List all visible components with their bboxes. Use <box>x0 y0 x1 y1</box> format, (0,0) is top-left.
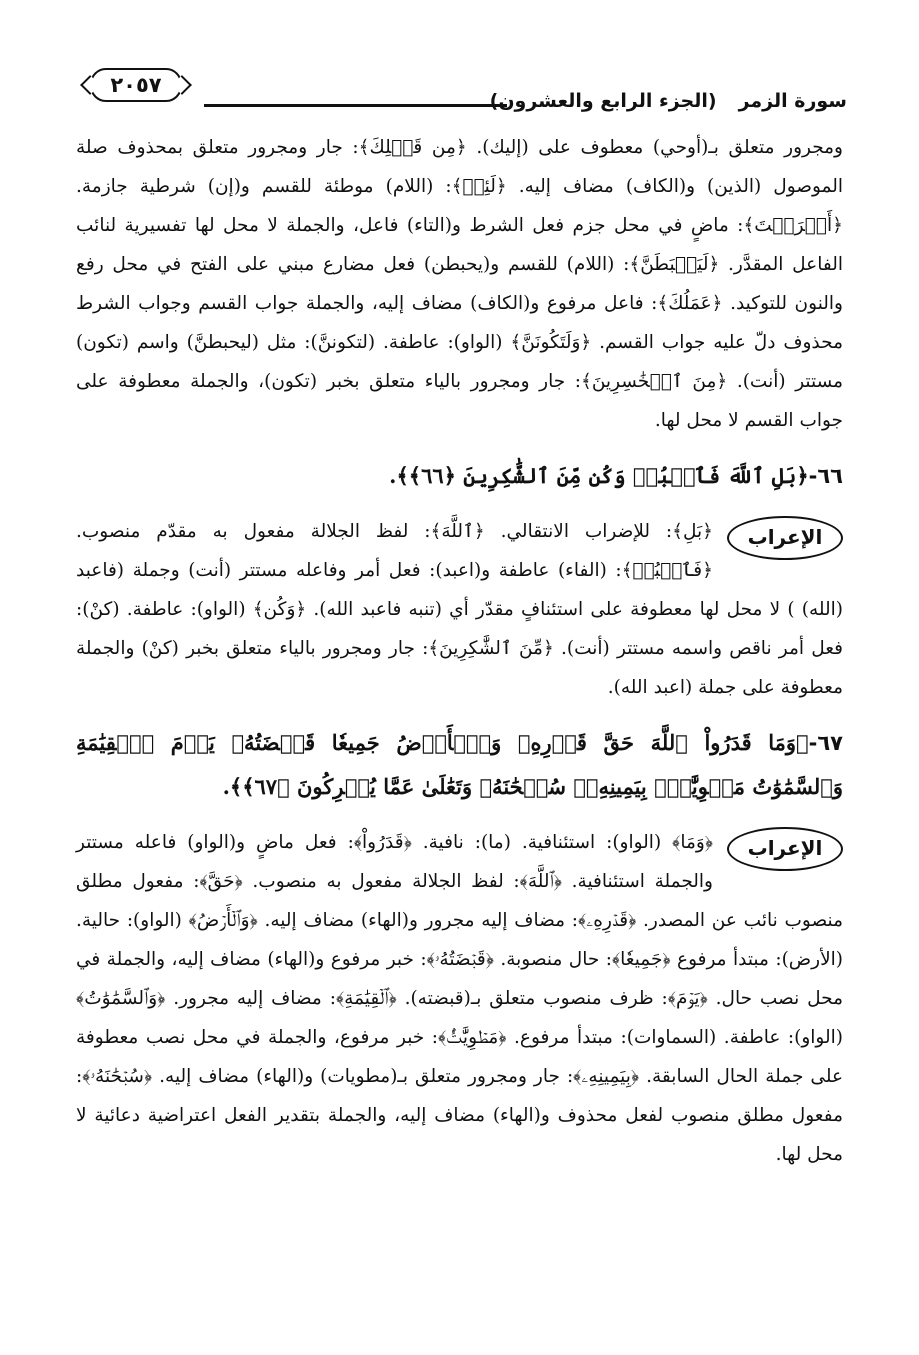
verse-66 <box>76 454 843 498</box>
verse-66-text: ﴿بَلِ ٱللَّهَ فَٱعۡبُدۡ وَكُن مِّنَ ٱلشَّٰكِرِينَ ﴿٦٦﴾﴾. <box>389 463 809 488</box>
page-number: ٢٠٥٧ <box>90 68 182 102</box>
verse-67-number: ٦٧- <box>808 731 843 755</box>
page-body <box>76 128 843 1174</box>
running-title <box>468 90 847 112</box>
irab-badge: الإعراب <box>727 827 843 871</box>
irab-67-block <box>76 823 843 1174</box>
verse-66-number: ٦٦- <box>808 464 843 488</box>
irab-badge: الإعراب <box>727 516 843 560</box>
verse-67 <box>76 721 843 809</box>
surah-name: سورة الزمر <box>738 90 847 112</box>
verse-67-text: ﴿وَمَا قَدَرُواْ ٱللَّهَ حَقَّ قَدۡرِهِۦ وَٱلۡأَرۡضُ جَمِيعٗا قَبۡضَتُهُۥ يَوۡمَ ٱلۡقِيَٰمَةِ وَٱلسَّمَٰوَٰتُ مَطۡوِيَّٰتُۢ بِيَمِينِهِۦۚ سُبۡحَٰنَهُۥ وَتَعَٰلَىٰ عَمَّا يُشۡرِكُونَ ﴿٦٧﴾﴾. <box>76 730 843 799</box>
irab-66-text: ﴿بَلِ﴾: للإضراب الانتقالي. ﴿ٱللَّهَ﴾: لفظ الجلالة مفعول به مقدّم منصوب. ﴿فَٱعۡبُدۡ﴾: (الفاء) عاطفة و(اعبد): فعل أمر وفاعله مستتر (أنت) وجملة (فاعبد (الله) ) لا محل لها معطوفة على استئنافٍ مقدّر أي (تنبه فاعبد الله). ﴿وَكُن﴾ (الواو): عاطفة. (كنْ): فعل أمر ناقص واسمه مستتر (أنت). ﴿مِّنَ ٱلشَّٰكِرِينَ﴾: جار ومجرور بالياء متعلق بخبر (كنْ) والجملة معطوفة على جملة (اعبد الله). <box>76 521 843 698</box>
part-name: (الجزء الرابع والعشرون) <box>489 90 717 112</box>
irab-67-text: ﴿وَمَا﴾ (الواو): استئنافية. (ما): نافية. ﴿قَدَرُواْ﴾: فعل ماضٍ و(الواو) فاعله مستتر والجملة استئنافية. ﴿ٱللَّهَ﴾: لفظ الجلالة مفعول به منصوب. ﴿حَقَّ﴾: مفعول مطلق منصوب نائب عن المصدر. ﴿قَدۡرِهِۦ﴾: مضاف إليه مجرور و(الهاء) مضاف إليه. ﴿وَٱلۡأَرۡضُ﴾ (الواو): حالية. (الأرض): مبتدأ مرفوع ﴿جَمِيعٗا﴾: حال منصوبة. ﴿قَبۡضَتُهُۥ﴾: خبر مرفوع و(الهاء) مضاف إليه، والجملة في محل نصب حال. ﴿يَوۡمَ﴾: ظرف منصوب متعلق بـ(قبضته). ﴿ٱلۡقِيَٰمَةِ﴾: مضاف إليه مجرور. ﴿وَٱلسَّمَٰوَٰتُ﴾ (الواو): عاطفة. (السماوات): مبتدأ مرفوع. ﴿مَطۡوِيَّٰتُۢ﴾: خبر مرفوع، والجملة في محل نصب معطوفة على جملة الحال السابقة. ﴿بِيَمِينِهِۦ﴾: جار ومجرور متعلق بـ(مطويات) و(الهاء) مضاف إليه. ﴿سُبۡحَٰنَهُۥ﴾: مفعول مطلق منصوب لفعل محذوف و(الهاء) مضاف إليه، والجملة بتقدير الفعل اعتراضية دعائية لا محل لها. <box>76 832 843 1165</box>
intro-paragraph: ومجرور متعلق بـ(أوحي) معطوف على (إليك). ﴿مِن قَبۡلِكَ﴾: جار ومجرور متعلق بمحذوف صلة الموصول (الذين) و(الكاف) مضاف إليه. ﴿لَئِنۡ﴾: (اللام) موطئة للقسم و(إن) شرطية جازمة. ﴿أَشۡرَكۡتَ﴾: ماضٍ في محل جزم فعل الشرط و(التاء) فاعل، والجملة لا محل لها تفسيرية لنائب الفاعل المقدَّر. ﴿لَيَحۡبَطَنَّ﴾: (اللام) للقسم و(يحبطن) فعل مضارع مبني على الفتح في محل رفع والنون للتوكيد. ﴿عَمَلُكَ﴾: فاعل مرفوع و(الكاف) مضاف إليه، والجملة جواب القسم وجواب الشرط محذوف دلّ عليه جواب القسم. ﴿وَلَتَكُونَنَّ﴾ (الواو): عاطفة. (لتكوننَّ): مثل (ليحبطنَّ) واسم (تكون) مستتر (أنت). ﴿مِنَ ٱلۡخَٰسِرِينَ﴾: جار ومجرور بالياء متعلق بخبر (تكون)، والجملة معطوفة على جواب القسم لا محل لها. <box>76 137 843 431</box>
page-header <box>72 58 847 118</box>
header-rule <box>204 104 507 107</box>
irab-66-block <box>76 512 843 707</box>
